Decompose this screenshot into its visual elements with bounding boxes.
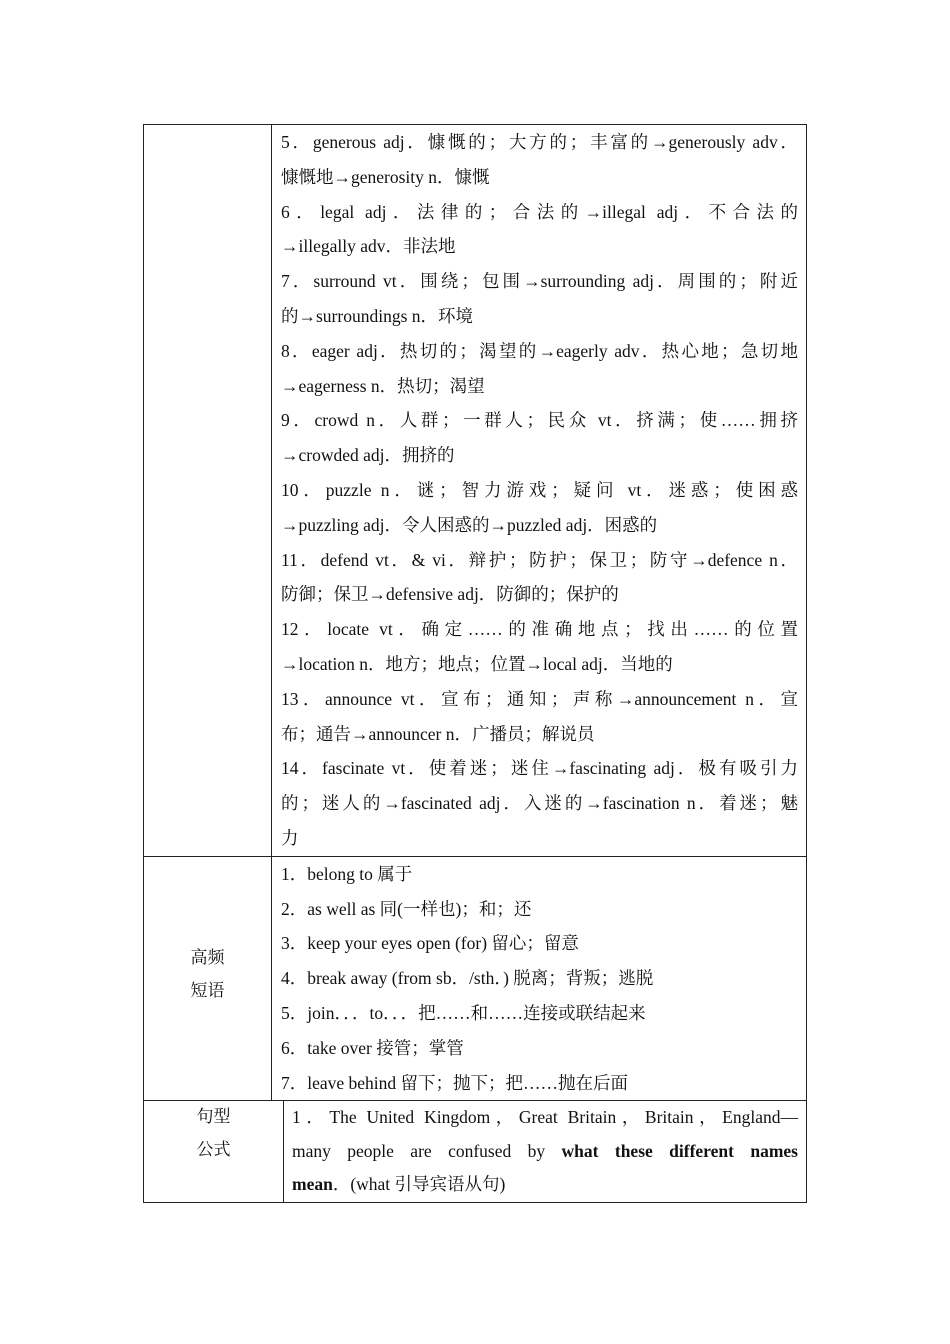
vocab-item — [281, 195, 798, 265]
vocab-line: →crowded adj．拥挤的 — [281, 445, 455, 466]
phrase-item: 3．keep your eyes open (for) 留心；留意 — [281, 933, 579, 954]
phrase-item: 2．as well as 同(一样也)；和；还 — [281, 898, 532, 919]
vocab-line: 8．eager adj．热切的；渴望的→eagerly adv．热心地；急切地 — [281, 340, 798, 361]
vocab-category-cell — [144, 125, 272, 856]
vocab-item — [281, 264, 798, 334]
vocab-line: 9．crowd n．人群；一群人；民众 vt．挤满；使……拥挤 — [281, 410, 798, 431]
vocab-row — [144, 125, 806, 857]
vocabulary-table — [143, 124, 807, 1203]
sentence-label: 句型 — [196, 1107, 231, 1128]
phrases-label: 高频 — [190, 947, 225, 968]
vocab-item — [281, 334, 798, 404]
vocab-line: 14．fascinate vt．使着迷；迷住→fascinating adj．极有吸引力 — [281, 758, 798, 779]
sentence-text: ．(what 引导宾语从句) — [332, 1174, 506, 1195]
vocab-line: 12．locate vt．确定……的准确地点；找出……的位置 — [281, 619, 798, 640]
vocab-line: 的；迷人的→fascinated adj．入迷的→fascination n．着迷；魅 — [281, 793, 798, 814]
sentence-content-cell — [284, 1101, 806, 1202]
vocab-line: →eagerness n．热切；渴望 — [281, 375, 485, 396]
vocab-line: 布；通告→announcer n．广播员；解说员 — [281, 723, 595, 744]
vocab-line: 力 — [281, 827, 299, 848]
sentence-bold-text: what these different names — [561, 1140, 798, 1161]
phrase-item: 5．join．．．to．．．把……和……连接或联结起来 — [281, 1002, 646, 1023]
vocab-line: 5．generous adj．慷慨的；大方的；丰富的→generously adv． — [281, 132, 798, 152]
phrase-item: 4．break away (from sb．/sth．) 脱离；背叛；逃脱 — [281, 968, 654, 989]
phrase-item: 7．leave behind 留下；抛下；把……抛在后面 — [281, 1072, 629, 1093]
sentence-label: 公式 — [196, 1140, 231, 1161]
sentence-line — [292, 1174, 505, 1194]
vocab-item — [281, 125, 798, 195]
phrases-row — [144, 857, 806, 1102]
phrases-label: 短语 — [190, 980, 225, 1001]
phrase-item: 1．belong to 属于 — [281, 863, 413, 884]
vocab-item — [281, 682, 798, 752]
vocab-item — [281, 543, 798, 613]
vocab-item — [281, 612, 798, 682]
phrases-content-cell — [272, 857, 806, 1101]
vocab-line: →illegally adv．非法地 — [281, 236, 456, 257]
vocab-line: 10．puzzle n．谜；智力游戏；疑问 vt．迷惑；使困惑 — [281, 479, 798, 500]
vocab-line: 7．surround vt．围绕；包围→surrounding adj．周围的；附近 — [281, 271, 798, 292]
sentence-line — [292, 1135, 798, 1169]
phrase-item: 6．take over 接管；掌管 — [281, 1037, 464, 1058]
vocab-item — [281, 473, 798, 543]
sentence-text: many people are confused by — [292, 1140, 562, 1161]
sentence-line: 1．The United Kingdom，Great Britain，Britain，England— — [292, 1107, 798, 1128]
vocab-line: →puzzling adj．令人困惑的→puzzled adj．困惑的 — [281, 514, 658, 535]
vocab-line: 慷慨地→generosity n．慷慨 — [281, 166, 490, 187]
sentence-bold-text: mean — [292, 1174, 333, 1195]
vocab-line: →location n．地方；地点；位置→local adj．当地的 — [281, 653, 673, 674]
vocab-line: 的→surroundings n．环境 — [281, 305, 474, 326]
vocab-item — [281, 403, 798, 473]
sentence-category-cell — [144, 1101, 284, 1202]
vocab-line: 11．defend vt．& vi．辩护；防护；保卫；防守→defence n． — [281, 549, 798, 570]
vocab-line: 6．legal adj．法律的；合法的→illegal adj．不合法的 — [281, 201, 798, 222]
sentence-row — [144, 1101, 806, 1202]
vocab-line: 防御；保卫→defensive adj．防御的；保护的 — [281, 584, 619, 605]
vocab-content-cell — [272, 125, 806, 856]
vocab-line: 13．announce vt．宣布；通知；声称→announcement n．宣 — [281, 688, 798, 709]
vocab-item — [281, 751, 798, 855]
phrases-category-cell — [144, 857, 272, 1101]
